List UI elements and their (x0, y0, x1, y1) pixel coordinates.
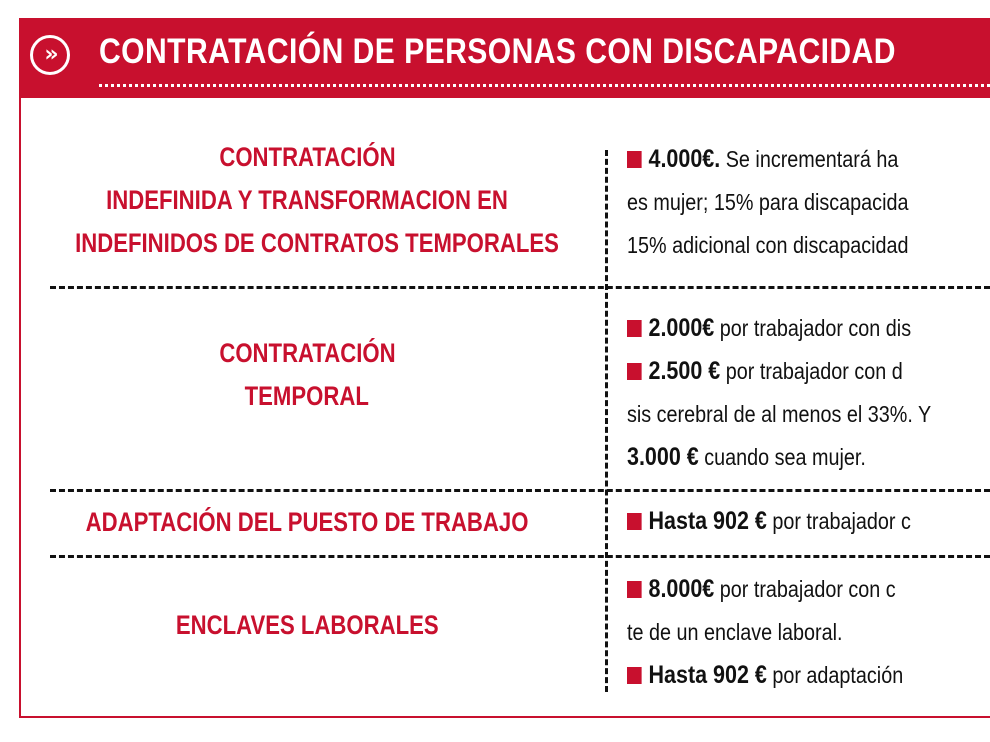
bullet-square-icon (627, 320, 642, 337)
header-dotted-divider (99, 84, 990, 87)
detail-line: 4.000€. Se incrementará ha (627, 138, 971, 181)
bullet-square-icon (627, 667, 642, 684)
detail-line: es mujer; 15% para discapacida (627, 189, 909, 215)
row-label-enclaves (22, 604, 592, 647)
row-label-line: ENCLAVES LABORALES (175, 610, 439, 640)
row-divider (50, 489, 990, 492)
row-label-line: INDEFINIDOS DE CONTRATOS TEMPORALES (75, 228, 559, 258)
header-bar (19, 18, 990, 98)
row-divider (50, 286, 990, 289)
row-label-line: INDEFINIDA Y TRANSFORMACION EN (106, 185, 508, 215)
detail-line: Hasta 902 € por trabajador c (627, 500, 971, 543)
bullet-square-icon (627, 513, 642, 530)
page-title: CONTRATACIÓN DE PERSONAS CON DISCAPACIDAD (99, 32, 896, 71)
row-label-adaptacion (22, 501, 592, 544)
row-detail-adaptacion (627, 500, 990, 543)
row-detail-temporal (627, 307, 990, 479)
row-label-line: TEMPORAL (244, 381, 370, 411)
row-detail-enclaves (627, 568, 990, 697)
detail-line: 2.500 € por trabajador con d (627, 350, 971, 393)
row-label-indefinida (22, 136, 592, 265)
bullet-square-icon (627, 363, 642, 380)
detail-line: 15% adicional con discapacidad (627, 232, 909, 258)
detail-line: Hasta 902 € por adaptación (627, 654, 971, 697)
bullet-square-icon (627, 581, 642, 598)
detail-line: te de un enclave laboral. (627, 619, 843, 645)
row-divider (50, 555, 990, 558)
detail-line: 3.000 € cuando sea mujer. (627, 443, 866, 471)
detail-line: sis cerebral de al menos el 33%. Y (627, 401, 932, 427)
bullet-square-icon (627, 151, 642, 168)
column-divider (605, 150, 608, 692)
detail-line: 2.000€ por trabajador con dis (627, 307, 971, 350)
double-chevron-right-icon: » (30, 35, 70, 75)
row-detail-indefinida (627, 138, 990, 267)
row-label-line: CONTRATACIÓN (218, 338, 396, 368)
row-label-line: ADAPTACIÓN DEL PUESTO DE TRABAJO (85, 507, 529, 537)
detail-line: 8.000€ por trabajador con c (627, 568, 971, 611)
row-label-temporal (22, 332, 592, 418)
row-label-line: CONTRATACIÓN (218, 142, 396, 172)
